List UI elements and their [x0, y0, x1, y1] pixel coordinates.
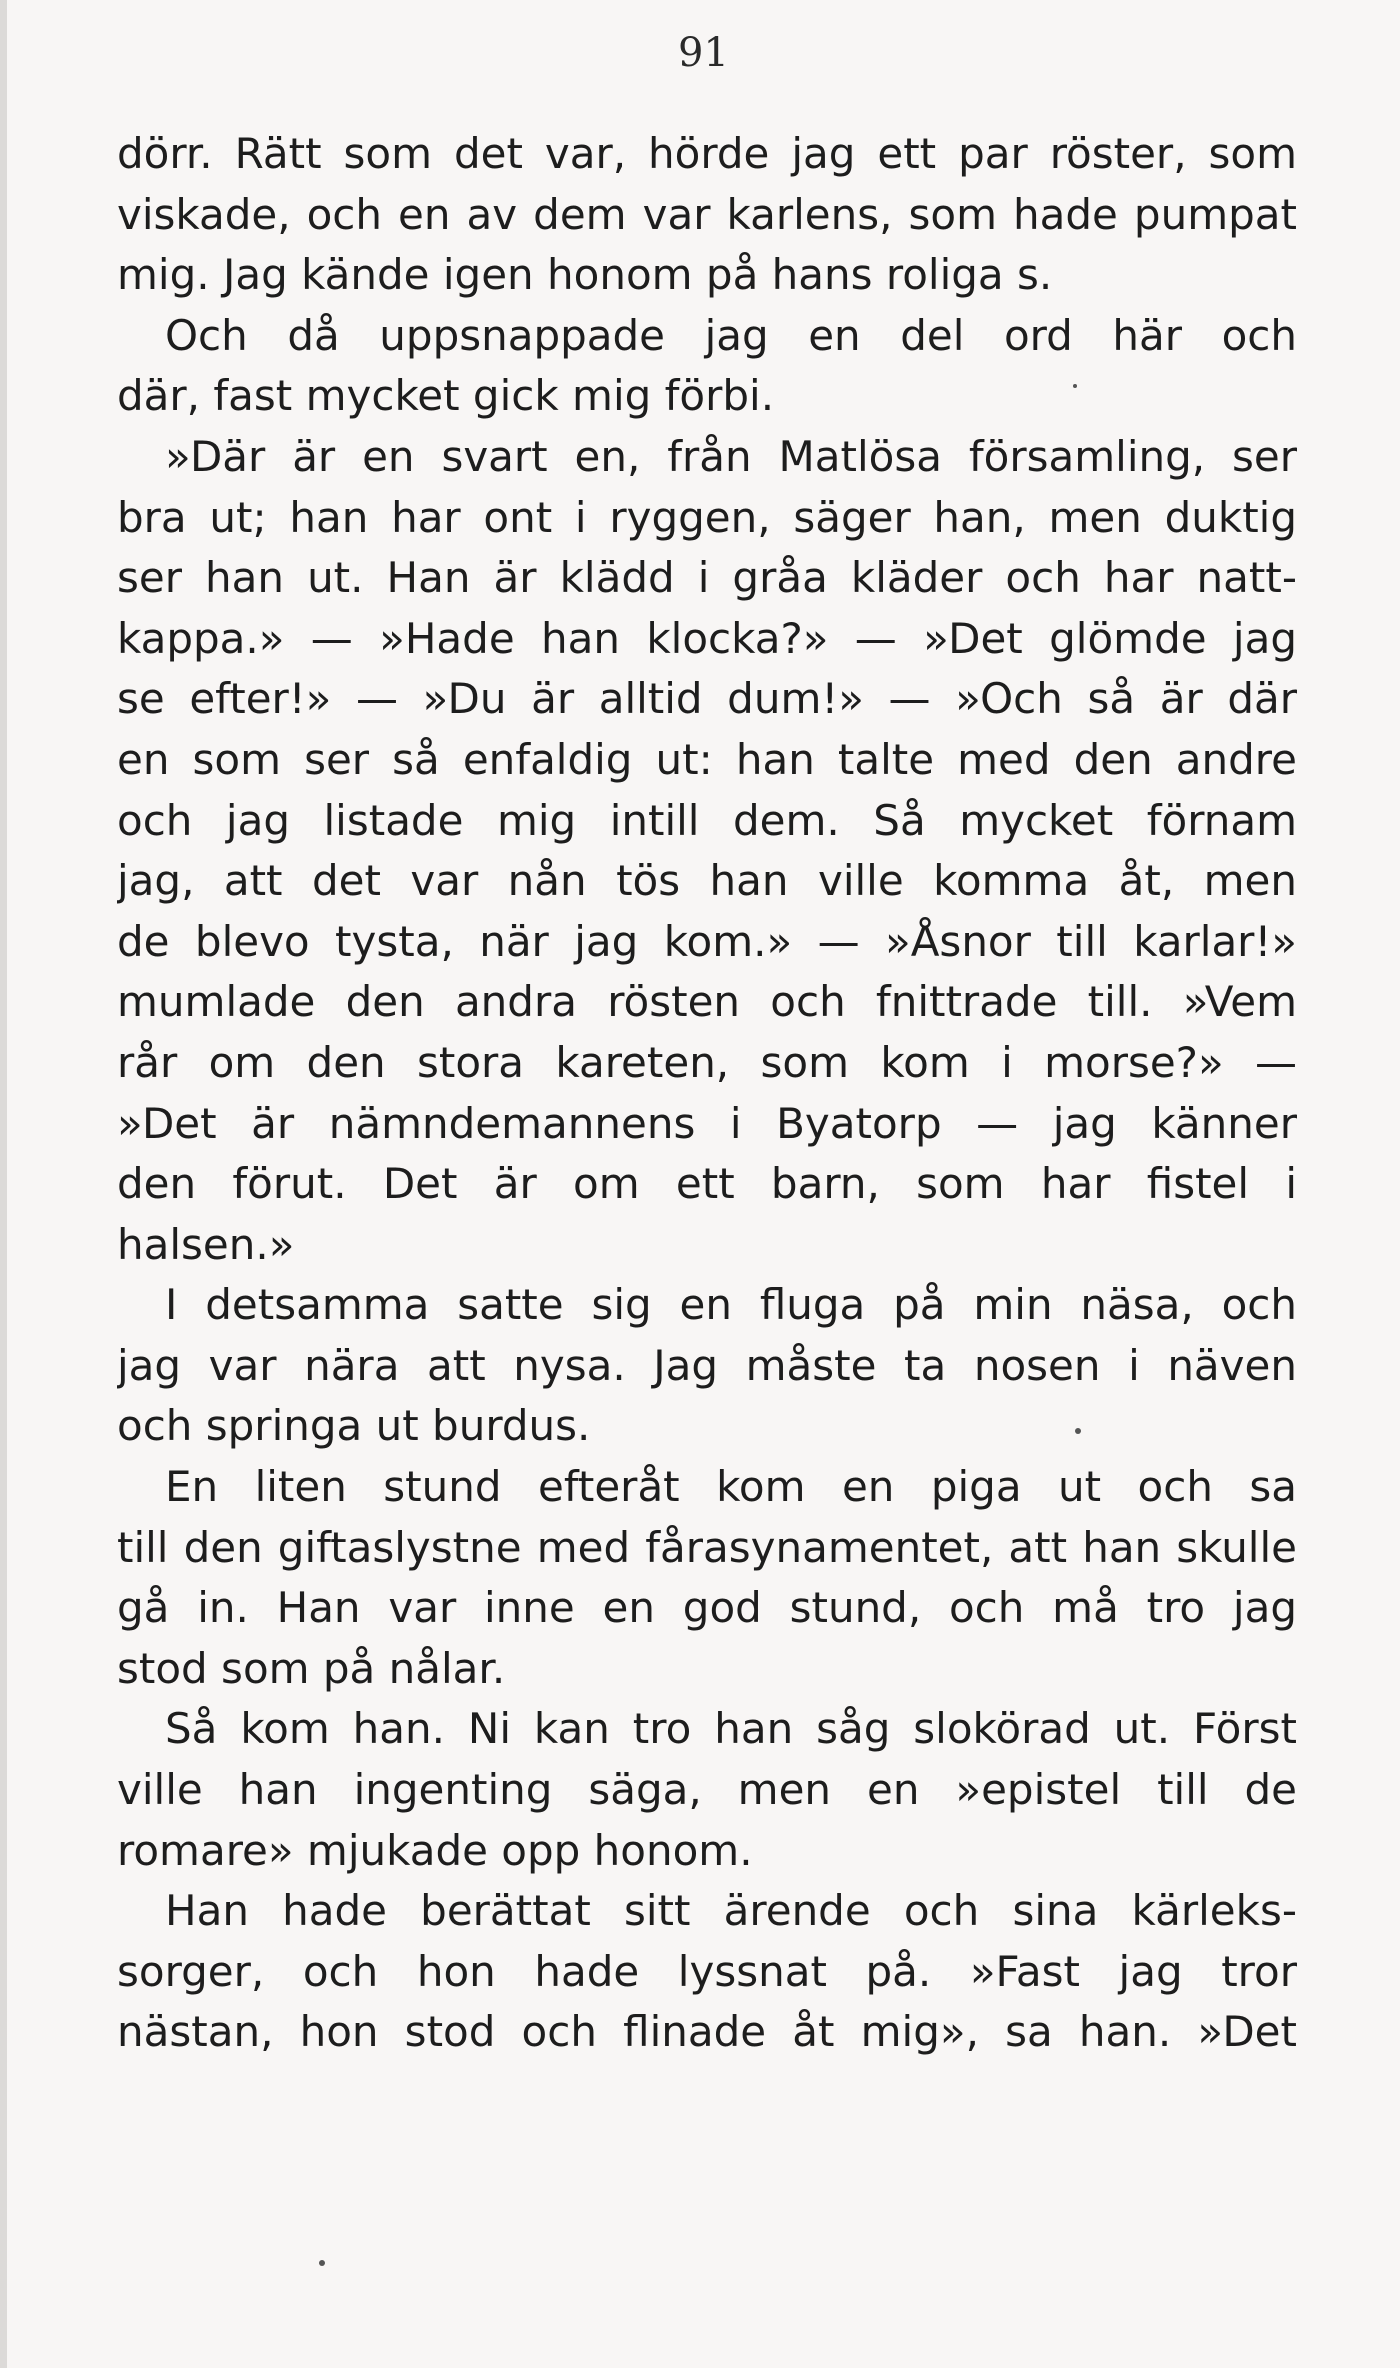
ink-speck: [1073, 384, 1077, 388]
text-line: I detsamma satte sig en fluga på min näsa, och: [165, 1280, 1297, 1330]
ink-speck: [1075, 1428, 1081, 1434]
text-line: och jag listade mig intill dem. Så mycket förnam: [117, 795, 1297, 845]
text-line: Och då uppsnappade jag en del ord här och: [165, 310, 1297, 360]
text-line: stod som på nålar.: [117, 1643, 506, 1693]
text-line: Han hade berättat sitt ärende och sina kärleks-: [165, 1886, 1297, 1936]
text-line: »Där är en svart en, från Matlösa församling, ser: [165, 431, 1297, 481]
text-line: bra ut; han har ont i ryggen, säger han, men duktig: [117, 492, 1297, 542]
text-line: ser han ut. Han är klädd i gråa kläder och har natt-: [117, 553, 1297, 603]
text-line: mumlade den andra rösten och fnittrade till. »Vem: [117, 977, 1297, 1027]
text-line: den förut. Det är om ett barn, som har fistel i: [117, 1159, 1297, 1209]
text-line: nästan, hon stod och flinade åt mig», sa han. »Det: [117, 2007, 1297, 2057]
text-line: gå in. Han var inne en god stund, och må tro jag: [117, 1583, 1297, 1633]
text-line: Så kom han. Ni kan tro han såg slokörad ut. Först: [165, 1704, 1297, 1754]
text-line: halsen.»: [117, 1219, 295, 1269]
text-line: där, fast mycket gick mig förbi.: [117, 371, 775, 421]
text-line: mig. Jag kände igen honom på hans roliga s.: [117, 250, 1053, 300]
text-line: »Det är nämndemannens i Byatorp — jag känner: [117, 1098, 1297, 1148]
text-line: se efter!» — »Du är alltid dum!» — »Och så är där: [117, 674, 1297, 724]
text-line: rår om den stora kareten, som kom i morse?» —: [117, 1037, 1297, 1087]
text-line: till den giftaslystne med fårasynamentet, att han skulle: [117, 1522, 1297, 1572]
text-line: sorger, och hon hade lyssnat på. »Fast jag tror: [117, 1946, 1297, 1996]
text-line: En liten stund efteråt kom en piga ut och sa: [165, 1462, 1297, 1512]
text-line: ville han ingenting säga, men en »epistel till de: [117, 1765, 1297, 1815]
text-line: kappa.» — »Hade han klocka?» — »Det glömde jag: [117, 613, 1297, 663]
text-line: en som ser så enfaldig ut: han talte med den andre: [117, 734, 1297, 784]
text-line: romare» mjukade opp honom.: [117, 1825, 753, 1875]
ink-speck: [319, 2260, 325, 2266]
body-text: [117, 124, 1297, 2063]
text-line: jag var nära att nysa. Jag måste ta nosen i näven: [117, 1340, 1297, 1390]
text-line: jag, att det var nån tös han ville komma åt, men: [117, 856, 1297, 906]
page-number: 91: [678, 30, 729, 76]
text-line: viskade, och en av dem var karlens, som hade pumpat: [117, 189, 1297, 239]
text-line: dörr. Rätt som det var, hörde jag ett par röster, som: [117, 129, 1297, 178]
text-line: och springa ut burdus.: [117, 1401, 591, 1451]
text-line: de blevo tysta, när jag kom.» — »Åsnor till karlar!»: [117, 916, 1297, 966]
